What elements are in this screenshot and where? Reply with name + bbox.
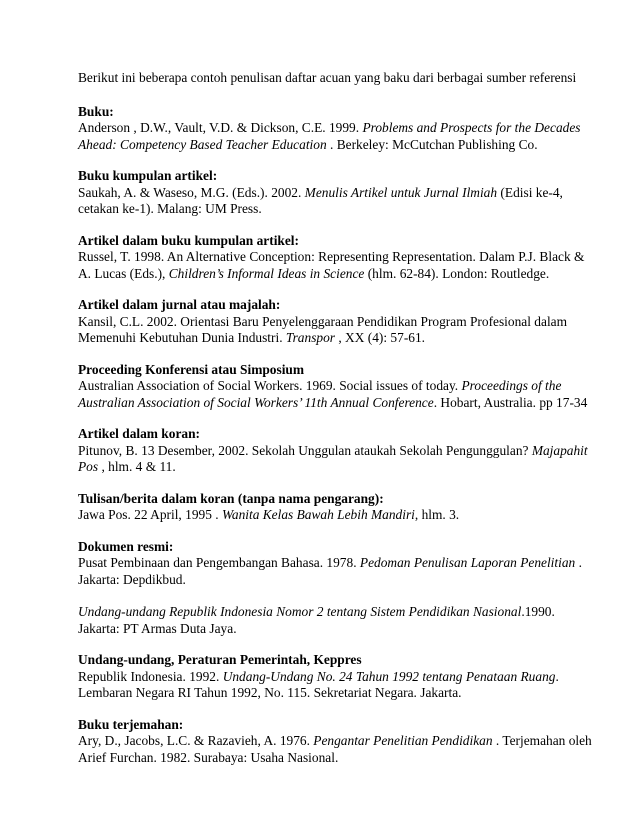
reference-text: Kansil, C.L. 2002. Orientasi Baru Penyelenggaraan Pendidikan Program Profesional dalam Memenuhi Kebutuhan Dunia Industri. [78, 313, 568, 345]
reference-entry [78, 733, 598, 766]
reference-text: , XX (4): 57-61. [335, 330, 426, 345]
reference-text: .1990. Jakarta: PT Armas Duta Jaya. [78, 604, 555, 636]
reference-section [78, 104, 598, 154]
reference-text: (hlm. 62-84). London: Routledge. [364, 265, 550, 281]
reference-text: Anderson , D.W., Vault, V.D. & Dickson, C.E. 1999. [78, 120, 363, 135]
reference-text: , hlm. 3. [414, 507, 460, 522]
reference-title: Children’s Informal Ideas in Science [168, 265, 365, 281]
reference-text: (Edisi ke-4, cetakan ke-1). Malang: UM Press. [78, 184, 563, 216]
section-heading: Buku terjemahan: [78, 716, 184, 732]
reference-title: Problems and Prospects for the Decades Ahead: Competency Based Teacher Education [78, 120, 581, 152]
reference-title: Pengantar Penelitian Pendidikan [313, 733, 493, 748]
reference-text: Saukah, A. & Waseso, M.G. (Eds.). 2002. [78, 184, 305, 200]
reference-section [78, 717, 598, 767]
reference-title: Majapahit Pos [78, 442, 588, 474]
section-heading: Undang-undang, Peraturan Pemerintah, Keppres [78, 652, 362, 667]
reference-title: Wanita Kelas Bawah Lebih Mandiri [221, 507, 415, 522]
reference-text: Russel, T. 1998. An Alternative Conception: Representing Representation. Dalam P.J. Black & A. Lucas (Eds.), [78, 249, 585, 281]
reference-entry [78, 555, 598, 588]
reference-text: Australian Association of Social Workers. 1969. Social issues of today. [78, 378, 462, 393]
section-heading: Proceeding Konferensi atau Simposium [78, 361, 305, 377]
reference-title: Undang-undang Republik Indonesia Nomor 2 tentang Sistem Pendidikan Nasional [78, 604, 522, 619]
reference-section [78, 168, 598, 218]
reference-title: Undang-Undang No. 24 Tahun 1992 tentang Penataan Ruang [222, 668, 556, 684]
section-heading: Artikel dalam buku kumpulan artikel: [78, 232, 299, 248]
reference-entry [78, 314, 598, 347]
reference-text: . Jakarta: Depdikbud. [78, 555, 582, 587]
section-heading: Artikel dalam koran: [78, 426, 200, 441]
reference-title: Pedoman Penulisan Laporan Penelitian [359, 555, 576, 570]
reference-text: . Terjemahan oleh Arief Furchan. 1982. Surabaya: Usaha Nasional. [78, 733, 592, 765]
reference-section [78, 652, 598, 702]
reference-section [78, 233, 598, 283]
section-heading: Artikel dalam jurnal atau majalah: [78, 297, 281, 312]
reference-section [78, 426, 598, 476]
reference-entry [78, 669, 598, 702]
reference-text: Pitunov, B. 13 Desember, 2002. Sekolah Unggulan ataukah Sekolah Pengunggulan? [78, 442, 532, 458]
reference-text: Jawa Pos. 22 April, 1995 . [78, 507, 222, 522]
reference-entry [78, 120, 598, 153]
intro-paragraph: Berikut ini beberapa contoh penulisan daftar acuan yang baku dari berbagai sumber referensi [78, 70, 577, 85]
reference-text: . Berkeley: McCutchan Publishing Co. [326, 136, 538, 152]
reference-entry [78, 443, 598, 476]
reference-section [78, 539, 598, 638]
reference-section [78, 491, 598, 524]
reference-text: Republik Indonesia. 1992. [78, 668, 223, 684]
section-heading: Buku: [78, 103, 114, 119]
reference-text: . Lembaran Negara RI Tahun 1992, No. 115. Sekretariat Negara. Jakarta. [78, 668, 559, 700]
reference-entry [78, 249, 598, 282]
section-heading: Dokumen resmi: [78, 538, 174, 554]
section-heading: Buku kumpulan artikel: [78, 168, 218, 183]
reference-text: , hlm. 4 & 11. [98, 459, 176, 474]
reference-section [78, 297, 598, 347]
reference-sections [78, 104, 598, 767]
reference-entry [78, 185, 598, 218]
reference-title: Proceedings of the Australian Association of Social Workers’ 11th Annual Conference [78, 378, 562, 410]
section-heading: Tulisan/berita dalam koran (tanpa nama pengarang): [78, 490, 384, 506]
reference-entry [78, 507, 598, 524]
reference-entry [78, 604, 598, 637]
reference-title: Menulis Artikel untuk Jurnal Ilmiah [304, 184, 498, 200]
reference-entry [78, 378, 598, 411]
reference-section [78, 362, 598, 412]
reference-text: Pusat Pembinaan dan Pengembangan Bahasa. 1978. [78, 555, 360, 570]
reference-title: Transpor [285, 330, 336, 345]
reference-text: Ary, D., Jacobs, L.C. & Razavieh, A. 1976. [78, 733, 314, 748]
reference-text: . Hobart, Australia. pp 17-34 [433, 394, 588, 410]
